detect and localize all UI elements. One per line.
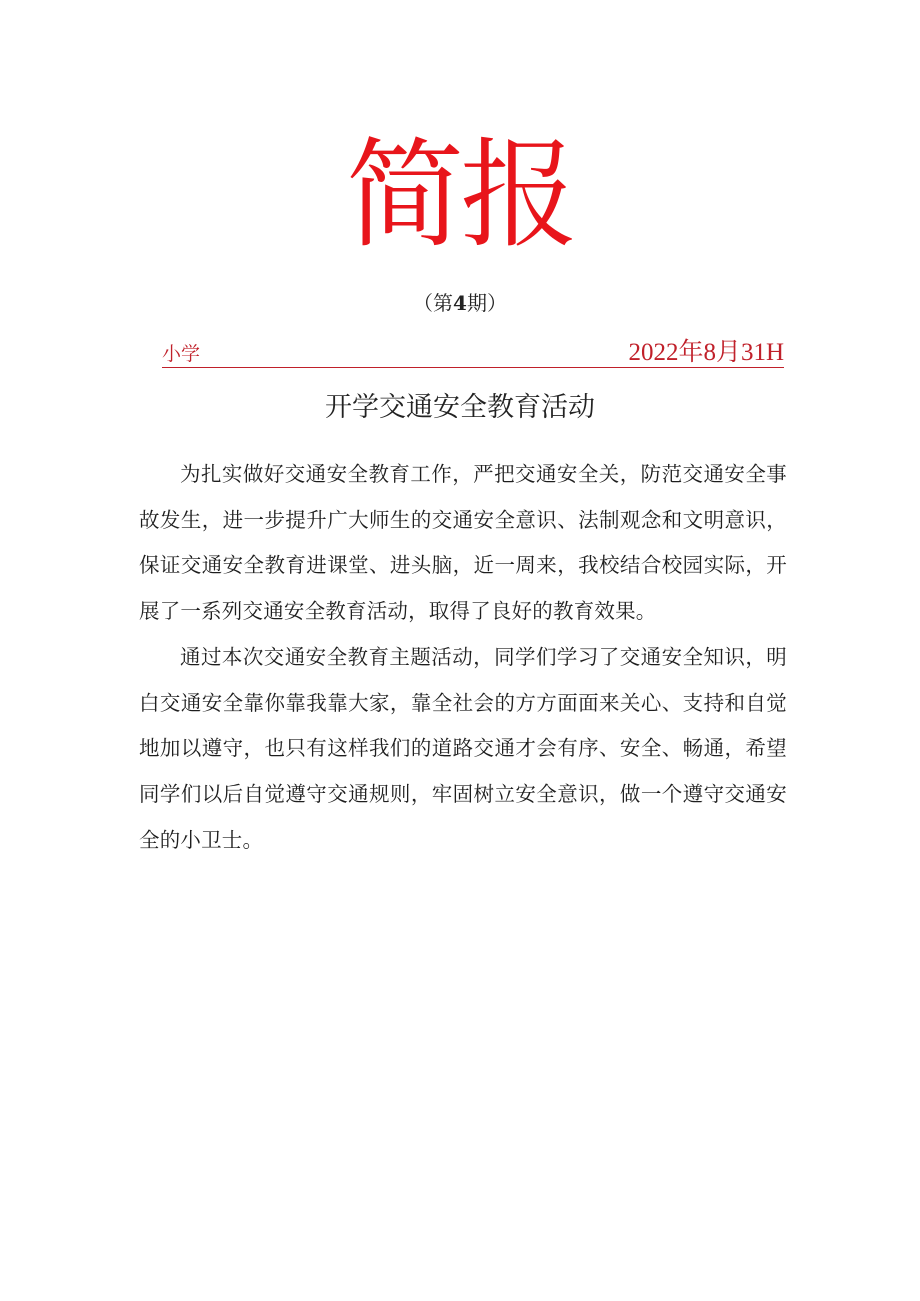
issue-number [0,290,920,316]
masthead-title: 简报 [345,126,574,264]
article-title: 开学交通安全教育活动 [325,392,595,423]
issue-suffix: 期） [466,291,507,315]
issue-prefix: （第 [413,291,454,315]
school-unit: 小学 [162,343,201,365]
article-body [139,452,787,863]
paragraph: 通过本次交通安全教育主题活动，同学们学习了交通安全知识，明白交通安全靠你靠我靠大家，靠全社会的方方面面来关心、支持和自觉地加以遵守，也只有这样我们的道路交通才会有序、安全、畅通，希望同学们以后自觉遵守交通规则，牢固树立安全意识，做一个遵守交通安全的小卫士。 [139,644,787,852]
issue-date: 2022年8月31H [628,339,784,366]
issue-num: 4 [453,291,467,315]
paragraph: 为扎实做好交通安全教育工作，严把交通安全关，防范交通安全事故发生，进一步提升广大师生的交通安全意识、法制观念和文明意识，保证交通安全教育进课堂、进头脑，近一周来，我校结合校园实际，开展了一系列交通安全教育活动，取得了良好的教育效果。 [139,462,787,624]
header-rule [162,339,784,368]
